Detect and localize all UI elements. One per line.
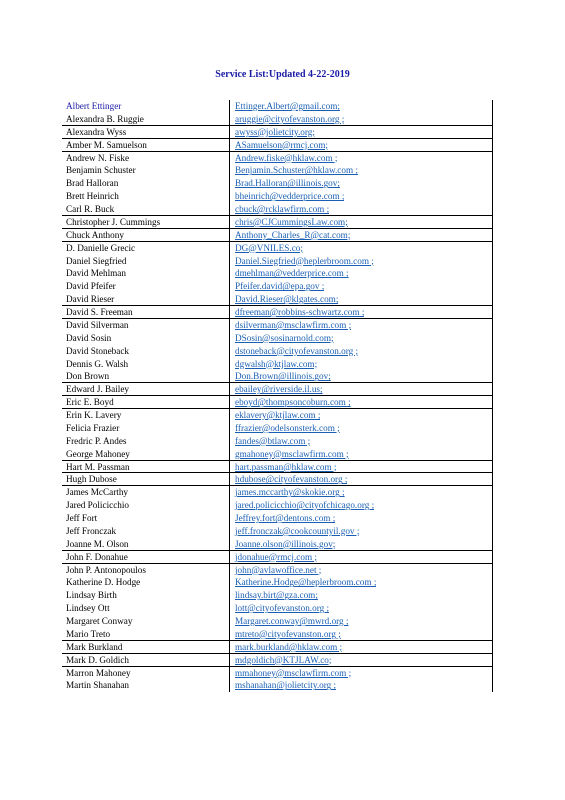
- contact-email-link[interactable]: gmahoney@msclawfirm.com ;: [235, 448, 349, 459]
- contact-name: Edward J. Bailey: [62, 383, 230, 395]
- contact-email-link[interactable]: mdgoldich@KTJLAW.co;: [235, 654, 332, 665]
- contact-name: Mark Burkland: [62, 641, 230, 653]
- contact-name: D. Danielle Grecic: [62, 242, 230, 255]
- contact-name: Benjamin Schuster: [62, 164, 230, 177]
- contact-email-link[interactable]: hart.passman@hklaw.com ;: [235, 461, 337, 472]
- contact-email-link[interactable]: DSosin@sosinarnold.com;: [235, 332, 334, 343]
- contact-email-link[interactable]: Margaret.conway@mwrd.org ;: [235, 616, 349, 626]
- contact-email-link[interactable]: jeff.fronczak@cookcountyil.gov ;: [235, 525, 360, 536]
- list-item: [62, 229, 492, 242]
- contact-name: David S. Freeman: [62, 306, 230, 318]
- contact-email-link[interactable]: dsilverman@msclawfirm.com ;: [235, 319, 352, 330]
- contact-name: Alexandra B. Ruggie: [62, 113, 230, 125]
- contact-name: David Silverman: [62, 319, 230, 332]
- contact-name: Alexandra Wyss: [62, 126, 230, 138]
- contact-email-link[interactable]: Joanne.olson@illinois.gov;: [235, 538, 336, 549]
- contact-email-link[interactable]: Andrew.fiske@hklaw.com ;: [235, 152, 338, 163]
- contact-name: Margaret Conway: [62, 615, 230, 628]
- contact-email-link[interactable]: lott@cityofevanston.org ;: [235, 603, 330, 614]
- list-item: [62, 512, 492, 525]
- contact-name: Brett Heinrich: [62, 190, 230, 203]
- contact-email-link[interactable]: james.mccarthy@skokie.org ;: [235, 487, 345, 498]
- list-item: [62, 576, 492, 589]
- contact-name: Lindsey Ott: [62, 602, 230, 615]
- contact-name: David Rieser: [62, 293, 230, 305]
- contact-email-link[interactable]: aruggie@cityofevanston.org ;: [235, 113, 345, 124]
- contact-email-link[interactable]: awyss@jolietcity.org;: [235, 126, 315, 137]
- list-item: [62, 280, 492, 293]
- list-item: [62, 203, 492, 216]
- list-item: [62, 538, 492, 551]
- contact-name: David Mehlman: [62, 267, 230, 280]
- contact-email-link[interactable]: chris@CJCummingsLaw.com;: [235, 216, 348, 227]
- list-item: [62, 679, 492, 692]
- contact-name: Fredric P. Andes: [62, 435, 230, 448]
- contact-email-link[interactable]: dgwalsh@ktjlaw.com;: [235, 358, 318, 369]
- list-item: [62, 551, 492, 564]
- contact-name: Felicia Frazier: [62, 422, 230, 435]
- contact-name: David Sosin: [62, 332, 230, 345]
- list-item: [62, 499, 492, 512]
- contact-email-link[interactable]: cbuck@rcklawfirm.com ;: [235, 204, 330, 214]
- contact-name: Erin K. Lavery: [62, 409, 230, 422]
- contact-name: Daniel Siegfried: [62, 255, 230, 268]
- contact-name: Marron Mahoney: [62, 667, 230, 680]
- contact-name: Hugh Dubose: [62, 473, 230, 485]
- contact-name: David Pfeifer: [62, 280, 230, 293]
- contact-email-link[interactable]: Don.Brown@illinois.gov;: [235, 371, 331, 382]
- page-title: Service List:Updated 4-22-2019: [215, 69, 350, 80]
- contact-name: Mario Treto: [62, 628, 230, 640]
- contact-name: Brad Halloran: [62, 177, 230, 190]
- contact-email-link[interactable]: mtreto@cityofevanston.org ;: [235, 628, 341, 639]
- contact-email-link[interactable]: Pfeifer.david@epa.gov ;: [235, 281, 325, 292]
- contact-email-link[interactable]: Ettinger.Albert@gmail.com;: [235, 101, 340, 111]
- list-item: [62, 255, 492, 268]
- contact-email-link[interactable]: bheinrich@vedderprice.com ;: [235, 191, 345, 202]
- contact-name: Hart M. Passman: [62, 461, 230, 473]
- contact-name: Joanne M. Olson: [62, 538, 230, 550]
- contact-email-link[interactable]: dmehlman@vedderprice.com ;: [235, 268, 349, 279]
- list-item: [62, 473, 492, 486]
- contact-name: Don Brown: [62, 370, 230, 382]
- list-item: [62, 370, 492, 383]
- contact-email-link[interactable]: jared.policicchio@cityofchicago.org ;: [235, 500, 375, 511]
- contact-email-link[interactable]: Daniel.Siegfried@heplerbroom.com ;: [235, 255, 374, 266]
- contact-name: Eric E. Boyd: [62, 396, 230, 408]
- list-item: [62, 435, 492, 448]
- contact-name: Christopher J. Cummings: [62, 216, 230, 228]
- contact-email-link[interactable]: dfreeman@robbins-schwartz.com ;: [235, 307, 365, 317]
- contact-name: David Stoneback: [62, 345, 230, 358]
- list-item: [62, 589, 492, 602]
- list-item: [62, 190, 492, 203]
- list-item: [62, 332, 492, 345]
- contact-email-link[interactable]: David.Rieser@klgates.com;: [235, 294, 339, 305]
- contact-name: Jeff Fronczak: [62, 525, 230, 538]
- contact-name: Chuck Anthony: [62, 229, 230, 241]
- contact-name: Amber M. Samuelson: [62, 139, 230, 151]
- contact-name: Dennis G. Walsh: [62, 358, 230, 371]
- contact-email-link[interactable]: DG@VNILES.co;: [235, 242, 303, 253]
- contact-name: Jeff Fort: [62, 512, 230, 525]
- list-item: [62, 409, 492, 422]
- list-item: [62, 461, 492, 474]
- list-item: [62, 152, 492, 165]
- list-item: [62, 100, 492, 113]
- contact-name: James McCarthy: [62, 486, 230, 499]
- service-list: [62, 100, 493, 692]
- contact-name: Carl R. Buck: [62, 203, 230, 215]
- list-item: [62, 306, 492, 319]
- list-item: [62, 448, 492, 461]
- list-item: [62, 293, 492, 306]
- list-item: [62, 667, 492, 680]
- contact-name: Andrew N. Fiske: [62, 152, 230, 165]
- list-item: [62, 654, 492, 667]
- contact-name: John F. Donahue: [62, 551, 230, 563]
- list-item: [62, 126, 492, 139]
- contact-name: Katherine D. Hodge: [62, 576, 230, 589]
- contact-name: Jared Policicchio: [62, 499, 230, 512]
- contact-email-link[interactable]: eboyd@thompsoncoburn.com ;: [235, 397, 351, 408]
- list-item: [62, 383, 492, 396]
- list-item: [62, 628, 492, 641]
- contact-email-link[interactable]: fandes@btlaw.com ;: [235, 435, 311, 446]
- list-item: [62, 396, 492, 409]
- list-item: [62, 641, 492, 654]
- contact-email-link[interactable]: mark.burkland@hklaw.com ;: [235, 641, 343, 652]
- contact-email-link[interactable]: john@avlawoffice.net ;: [235, 564, 322, 575]
- contact-name: Lindsay Birth: [62, 589, 230, 602]
- contact-email-link[interactable]: ebailey@riverside.il.us;: [235, 384, 323, 395]
- list-item: [62, 139, 492, 152]
- list-item: [62, 345, 492, 358]
- contact-name: Albert Ettinger: [62, 100, 230, 113]
- contact-name: Martin Shanahan: [62, 679, 230, 692]
- contact-email-link[interactable]: dstoneback@cityofevanston.org ;: [235, 345, 359, 356]
- contact-email-link[interactable]: Katherine.Hodge@heplerbroom.com ;: [235, 577, 377, 588]
- contact-email-link[interactable]: Anthony_Charles_R@cat.com;: [235, 229, 351, 240]
- list-item: [62, 602, 492, 615]
- list-item: [62, 564, 492, 577]
- contact-email-link[interactable]: Benjamin.Schuster@hklaw.com ;: [235, 165, 358, 176]
- list-item: [62, 615, 492, 628]
- list-item: [62, 216, 492, 229]
- contact-email-link[interactable]: Jeffrey.fort@dentons.com ;: [235, 513, 336, 523]
- list-item: [62, 422, 492, 435]
- list-item: [62, 164, 492, 177]
- contact-email-link[interactable]: eklavery@ktjlaw.com ;: [235, 410, 321, 420]
- contact-email-link[interactable]: mshanahan@jolietcity.org ;: [235, 680, 337, 691]
- list-item: [62, 319, 492, 332]
- list-item: [62, 242, 492, 255]
- contact-name: George Mahoney: [62, 448, 230, 460]
- list-item: [62, 177, 492, 190]
- contact-name: Mark D. Goldich: [62, 654, 230, 666]
- contact-email-link[interactable]: Brad.Halloran@illinois.gov;: [235, 178, 340, 189]
- list-item: [62, 358, 492, 371]
- contact-email-link[interactable]: jdonahue@rmcj.com ;: [235, 551, 317, 562]
- contact-name: John P. Antonopoulos: [62, 564, 230, 577]
- list-item: [62, 267, 492, 280]
- contact-email-link[interactable]: ffrazier@odelsonsterk.com ;: [235, 422, 340, 433]
- list-item: [62, 486, 492, 499]
- list-item: [62, 113, 492, 126]
- list-item: [62, 525, 492, 538]
- contact-email-link[interactable]: mmahoney@msclawfirm.com ;: [235, 667, 352, 678]
- contact-email-link[interactable]: ASamuelson@rmcj.com;: [235, 139, 328, 150]
- contact-email-link[interactable]: lindsay.birt@gza.com;: [235, 590, 318, 601]
- contact-email-link[interactable]: hdubose@cityofevanston.org ;: [235, 474, 348, 485]
